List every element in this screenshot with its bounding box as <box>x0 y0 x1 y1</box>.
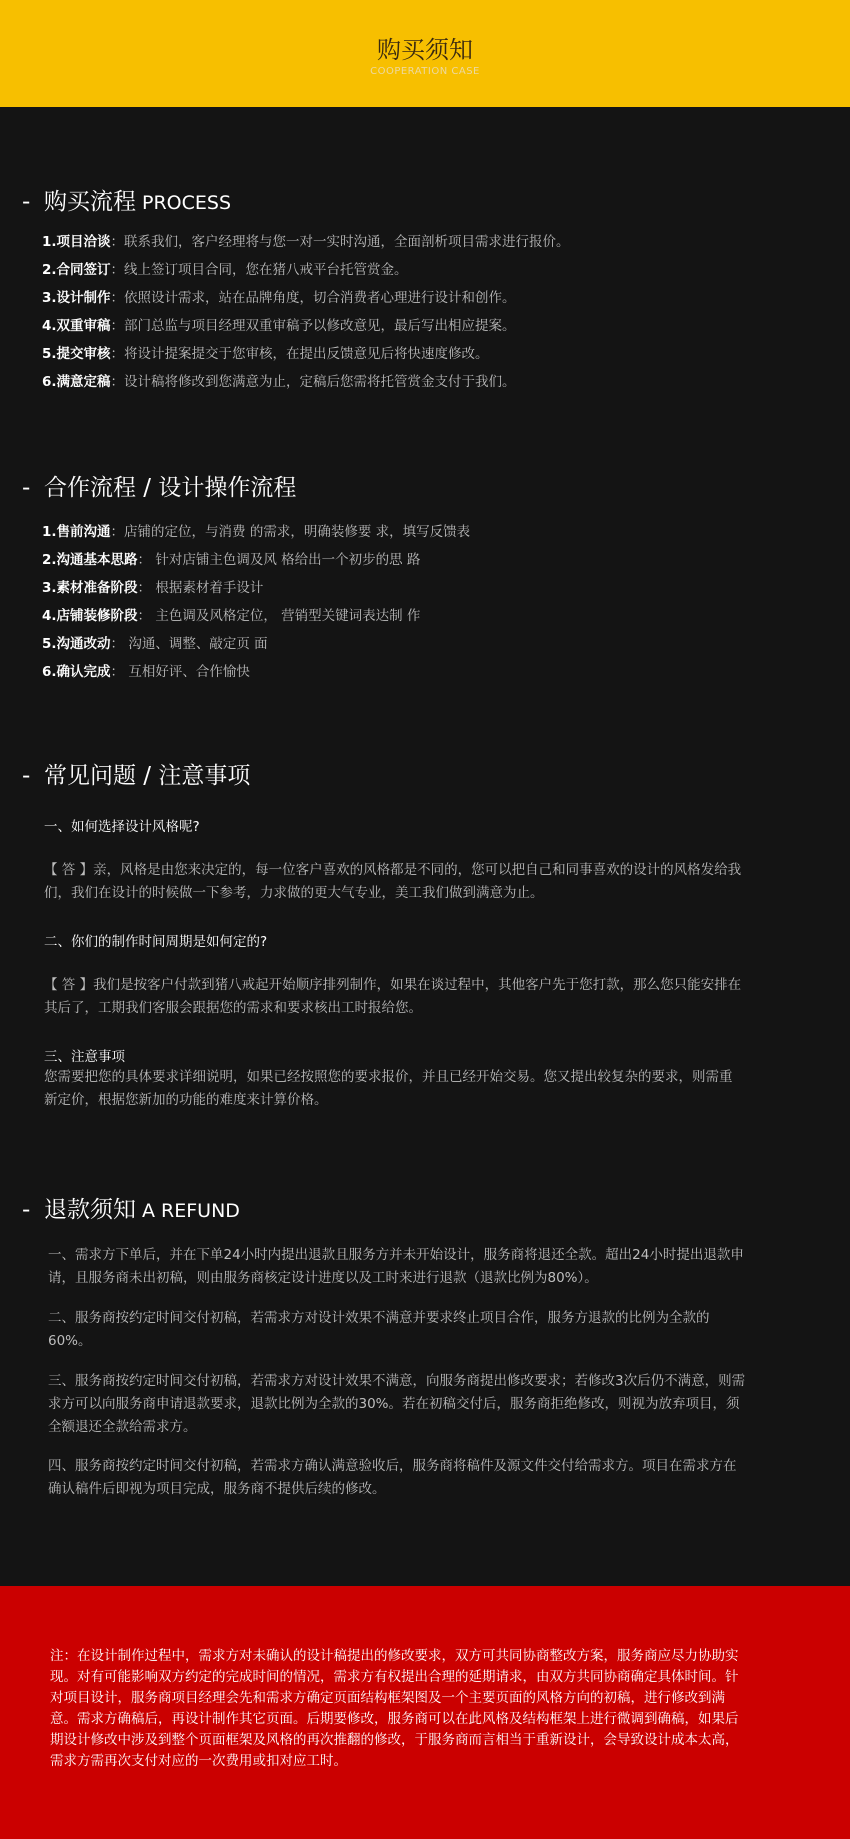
heading-text-en: PROCESS <box>142 192 232 214</box>
cooperation-item: 4.店铺装修阶段： 主色调及风格定位， 营销型关键词表达制 作 <box>42 608 421 624</box>
faq-question: 三、注意事项 <box>44 1049 125 1065</box>
page-subtitle: COOPERATION CASE <box>370 66 480 77</box>
heading-text: 退款须知 <box>44 1197 136 1223</box>
note-banner <box>0 1586 850 1839</box>
faq-question: 二、你们的制作时间周期是如何定的? <box>44 934 268 950</box>
process-item: 4.双重审稿：部门总监与项目经理双重审稿予以修改意见，最后写出相应提案。 <box>42 318 516 334</box>
cooperation-item: 3.素材准备阶段： 根据素材着手设计 <box>42 580 264 596</box>
cooperation-item: 6.确认完成： 互相好评、合作愉快 <box>42 664 250 680</box>
heading-text: 购买流程 <box>44 189 136 215</box>
heading-dash: - <box>22 189 31 215</box>
faq-answer: 【 答 】亲，风格是由您来决定的，每一位客户喜欢的风格都是不同的，您可以把自己和同事喜欢的设计的风格发给我们，我们在设计的时候做一下参考，力求做的更大气专业，美工我们做到满意为止。 <box>44 862 742 901</box>
process-item: 1.项目洽谈：联系我们，客户经理将与您一对一实时沟通，全面剖析项目需求进行报价。 <box>42 234 570 250</box>
heading-dash: - <box>22 475 31 501</box>
heading-text: 常见问题 / 注意事项 <box>44 763 251 789</box>
process-item: 3.设计制作：依照设计需求，站在品牌角度，切合消费者心理进行设计和创作。 <box>42 290 516 306</box>
faq-question: 一、如何选择设计风格呢? <box>44 819 200 835</box>
purchase-process-heading <box>22 183 231 216</box>
cooperation-item: 2.沟通基本思路： 针对店铺主色调及风 格给出一个初步的思 路 <box>42 552 421 568</box>
faq-answer: 【 答 】我们是按客户付款到猪八戒起开始顺序排列制作，如果在谈过程中，其他客户先于您打款，那么您只能安排在其后了，工期我们客服会跟据您的需求和要求核出工时报给您。 <box>44 977 742 1016</box>
process-item: 6.满意定稿：设计稿将修改到您满意为止，定稿后您需将托管赏金支付于我们。 <box>42 374 516 390</box>
refund-paragraph: 三、服务商按约定时间交付初稿，若需求方对设计效果不满意，向服务商提出修改要求；若修改3次后仍不满意，则需求方可以向服务商申请退款要求，退款比例为全款的30%。若在初稿交付后，服务商拒绝修改，则视为放弃项目，须全额退还全款给需求方。 <box>48 1373 746 1435</box>
refund-paragraph: 四、服务商按约定时间交付初稿，若需求方确认满意验收后，服务商将稿件及源文件交付给需求方。项目在需求方在确认稿件后即视为项目完成，服务商不提供后续的修改。 <box>48 1458 737 1497</box>
heading-text: 合作流程 / 设计操作流程 <box>44 475 297 501</box>
heading-dash: - <box>22 763 31 789</box>
heading-dash: - <box>22 1197 31 1223</box>
note-text: 注：在设计制作过程中，需求方对未确认的设计稿提出的修改要求，双方可共同协商整改方案，服务商应尽力协助实现。对有可能影响双方约定的完成时间的情况，需求方有权提出合理的延期请求，由双方共同协商确定具体时间。针对项目设计，服务商项目经理会先和需求方确定页面结构框架图及一个主要页面的风格方向的初稿，进行修改到满意。需求方确稿后，再设计制作其它页面。后期要修改，服务商可以在此风格及结构框架上进行微调到确稿，如果后期设计修改中涉及到整个页面框架及风格的再次推翻的修改，于服务商而言相当于重新设计，会导致设计成本太高，需求方需再次支付对应的一次费用或扣对应工时。 <box>50 1648 739 1769</box>
cooperation-item: 1.售前沟通：店铺的定位，与消费 的需求，明确装修要 求，填写反馈表 <box>42 524 471 540</box>
refund-heading <box>22 1191 240 1224</box>
page-title: 购买须知 <box>377 36 473 64</box>
process-item: 5.提交审核：将设计提案提交于您审核，在提出反馈意见后将快速度修改。 <box>42 346 489 362</box>
refund-paragraph: 二、服务商按约定时间交付初稿，若需求方对设计效果不满意并要求终止项目合作，服务方退款的比例为全款的60%。 <box>48 1310 710 1349</box>
faq-heading <box>22 757 250 790</box>
faq-answer: 您需要把您的具体要求详细说明，如果已经按照您的要求报价，并且已经开始交易。您又提出较复杂的要求，则需重新定价，根据您新加的功能的难度来计算价格。 <box>44 1069 733 1108</box>
refund-paragraph: 一、需求方下单后，并在下单24小时内提出退款且服务方并未开始设计，服务商将退还全款。超出24小时提出退款申请，且服务商未出初稿，则由服务商核定设计进度以及工时来进行退款（退款比例为80%）。 <box>48 1247 744 1286</box>
heading-text-en: A REFUND <box>142 1200 240 1222</box>
page-header <box>0 0 850 107</box>
cooperation-process-heading <box>22 469 296 502</box>
cooperation-item: 5.沟通改动： 沟通、调整、敲定页 面 <box>42 636 268 652</box>
process-item: 2.合同签订：线上签订项目合同，您在猪八戒平台托管赏金。 <box>42 262 408 278</box>
